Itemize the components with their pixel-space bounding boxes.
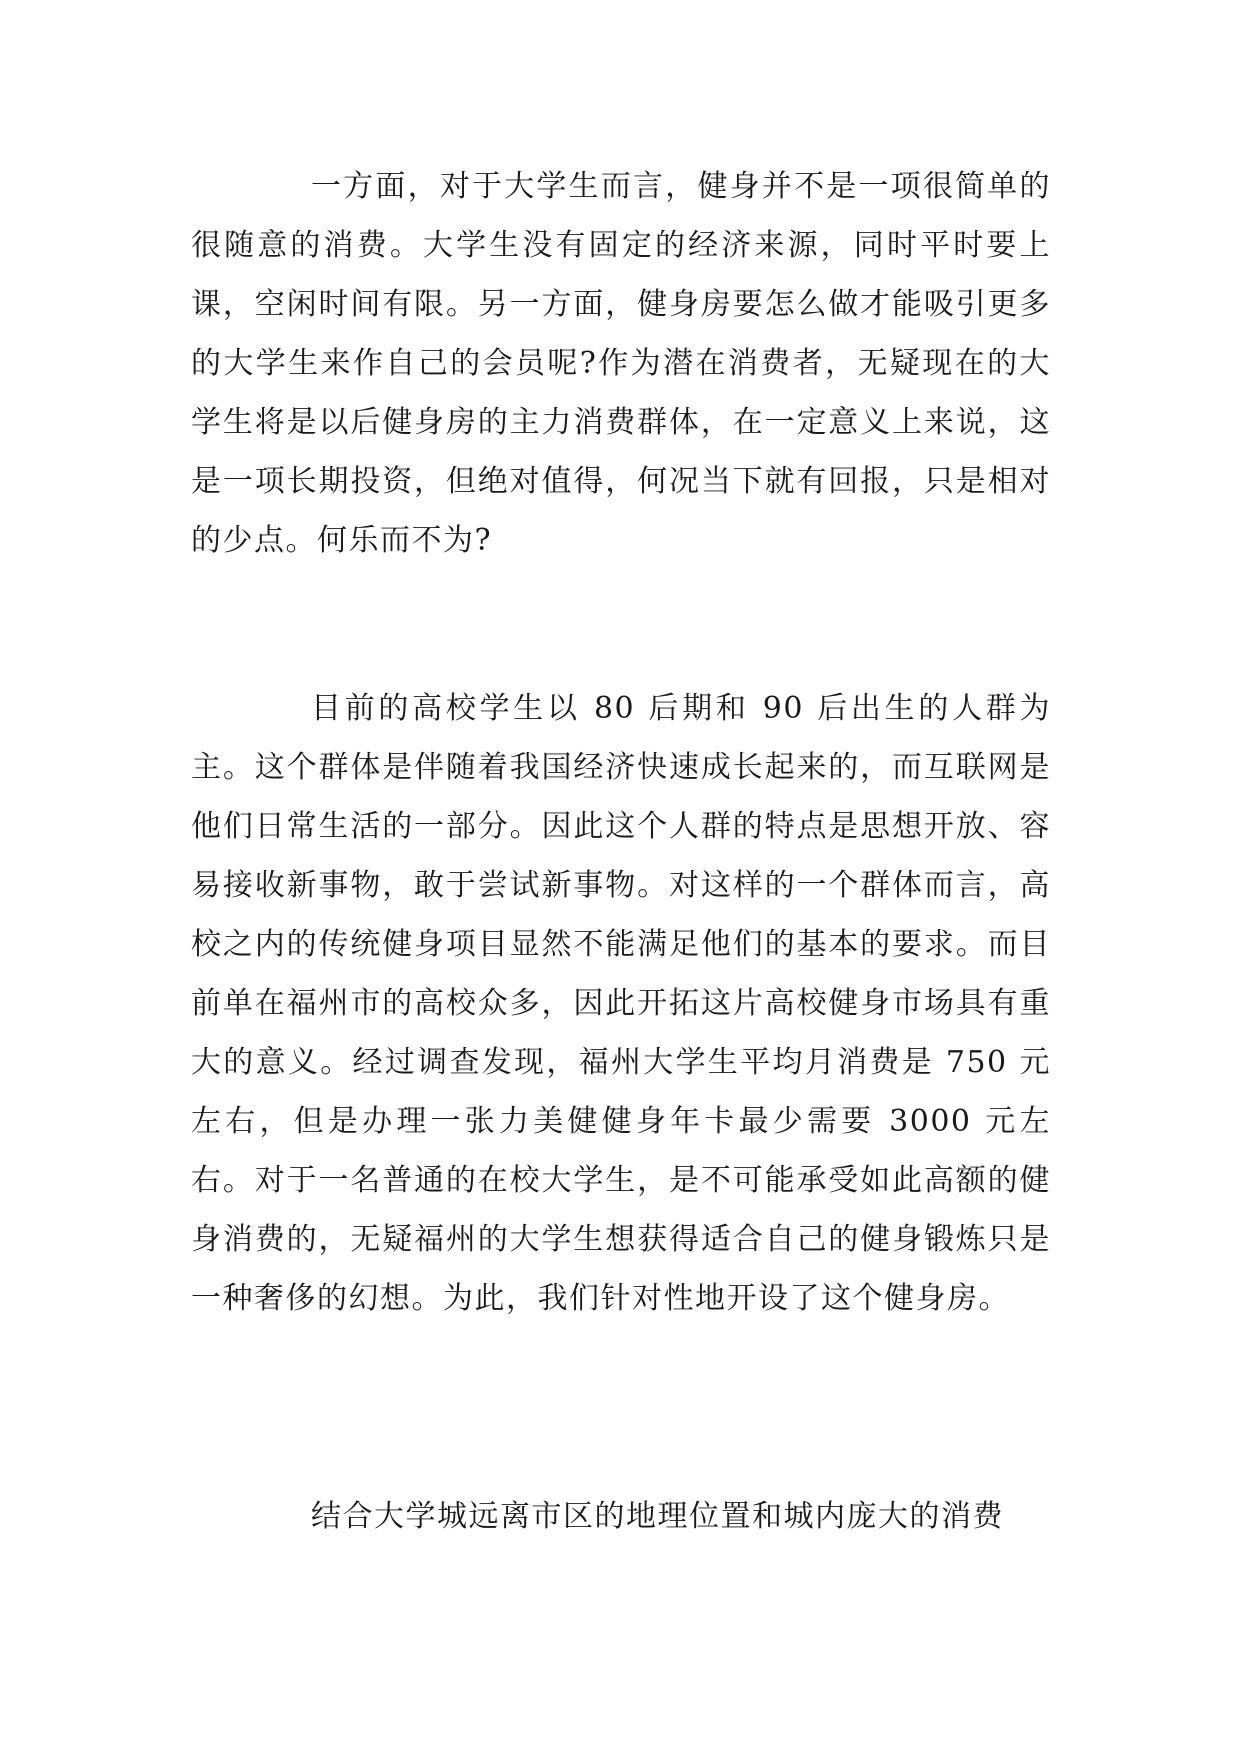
paragraph-2: 目前的高校学生以 80 后期和 90 后出生的人群为主。这个群体是伴随着我国经济快速成长起来的，而互联网是他们日常生活的一部分。因此这个人群的特点是思想开放、容易接收新事物，敢于尝试新事物。对这样的一个群体而言，高校之内的传统健身项目显然不能满足他们的基本的要求。而目前单在福州市的高校众多，因此开拓这片高校健身市场具有重大的意义。经过调查发现，福州大学生平均月消费是 750 元左右，但是办理一张力美健健身年卡最少需要 3000 元左右。对于一名普通的在校大学生，是不可能承受如此高额的健身消费的，无疑福州的大学生想获得适合自己的健身锻炼只是一种奢侈的幻想。为此，我们针对性地开设了这个健身房。: [191, 691, 1051, 1316]
paragraph-3: 结合大学城远离市区的地理位置和城内庞大的消费: [311, 1499, 1004, 1534]
paragraph-1: 一方面，对于大学生而言，健身并不是一项很简单的很随意的消费。大学生没有固定的经济来源，同时平时要上课，空闲时间有限。另一方面，健身房要怎么做才能吸引更多的大学生来作自己的会员呢?作为潜在消费者，无疑现在的大学生将是以后健身房的主力消费群体，在一定意义上来说，这是一项长期投资，但绝对值得，何况当下就有回报，只是相对的少点。何乐而不为?: [191, 169, 1051, 558]
